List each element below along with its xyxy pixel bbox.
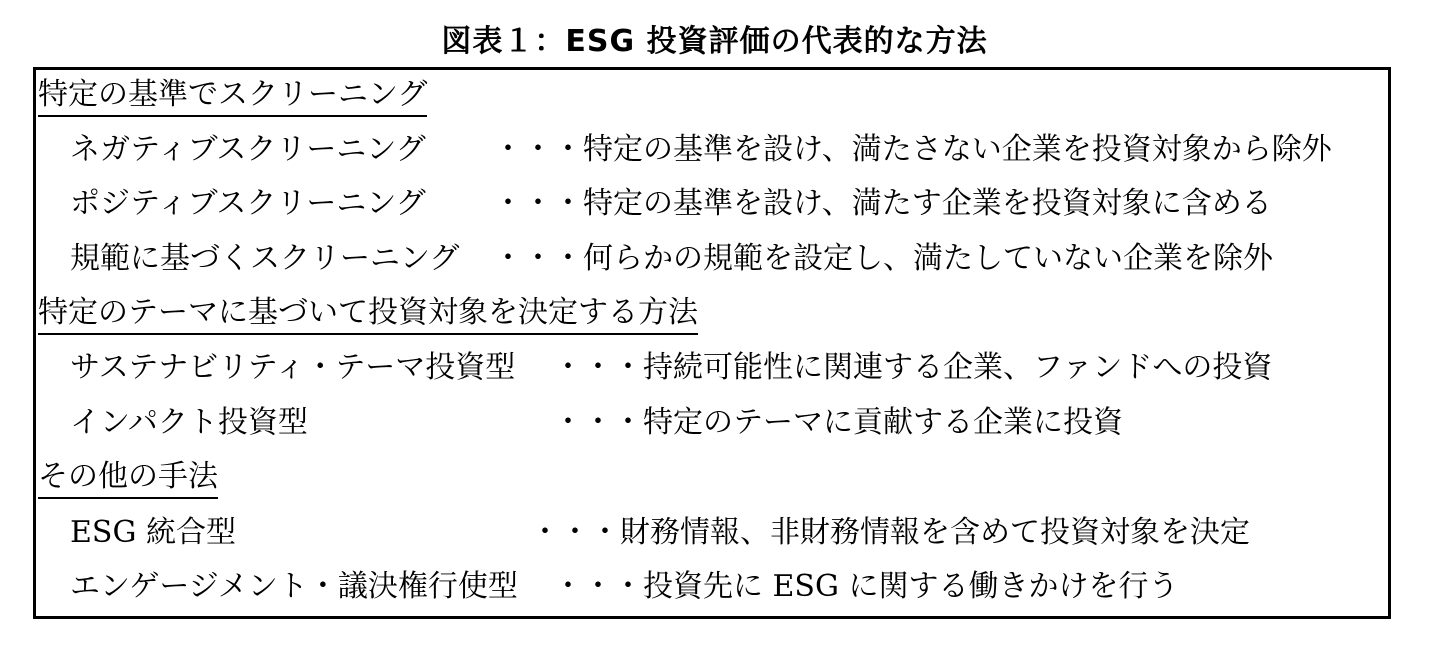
method-description: ・・・特定の基準を設け、満たさない企業を投資対象から除外: [493, 132, 1332, 167]
method-label: サステナビリティ・テーマ投資型: [70, 350, 516, 385]
figure-title: 図表１：ESG 投資評価の代表的な方法: [441, 24, 988, 59]
section-heading-theme: 特定のテーマに基づいて投資対象を決定する方法: [38, 293, 698, 335]
method-label: エンゲージメント・議決権行使型: [70, 569, 518, 604]
method-description: ・・・財務情報、非財務情報を含めて投資対象を決定: [530, 515, 1250, 550]
section-heading-other: その他の手法: [38, 457, 218, 499]
method-description: ・・・投資先に ESG に関する働きかけを行う: [553, 569, 1179, 604]
section-heading-screening: 特定の基準でスクリーニング: [38, 75, 427, 117]
method-description: ・・・持続可能性に関連する企業、ファンドへの投資: [553, 350, 1273, 385]
list-item: [0, 346, 1429, 390]
method-label: ポジティブスクリーニング: [70, 186, 426, 221]
method-label: ネガティブスクリーニング: [70, 132, 426, 167]
list-item: [0, 182, 1429, 226]
method-label: 規範に基づくスクリーニング: [70, 241, 460, 276]
list-item: [0, 565, 1429, 609]
method-label: インパクト投資型: [70, 405, 308, 440]
method-description: ・・・何らかの規範を設定し、満たしていない企業を除外: [493, 241, 1273, 276]
list-item: [0, 401, 1429, 445]
list-item: [0, 237, 1429, 281]
method-label: ESG 統合型: [70, 515, 236, 550]
method-description: ・・・特定のテーマに貢献する企業に投資: [553, 405, 1123, 440]
method-description: ・・・特定の基準を設け、満たす企業を投資対象に含める: [493, 186, 1272, 221]
list-item: [0, 128, 1429, 172]
list-item: [0, 511, 1429, 555]
